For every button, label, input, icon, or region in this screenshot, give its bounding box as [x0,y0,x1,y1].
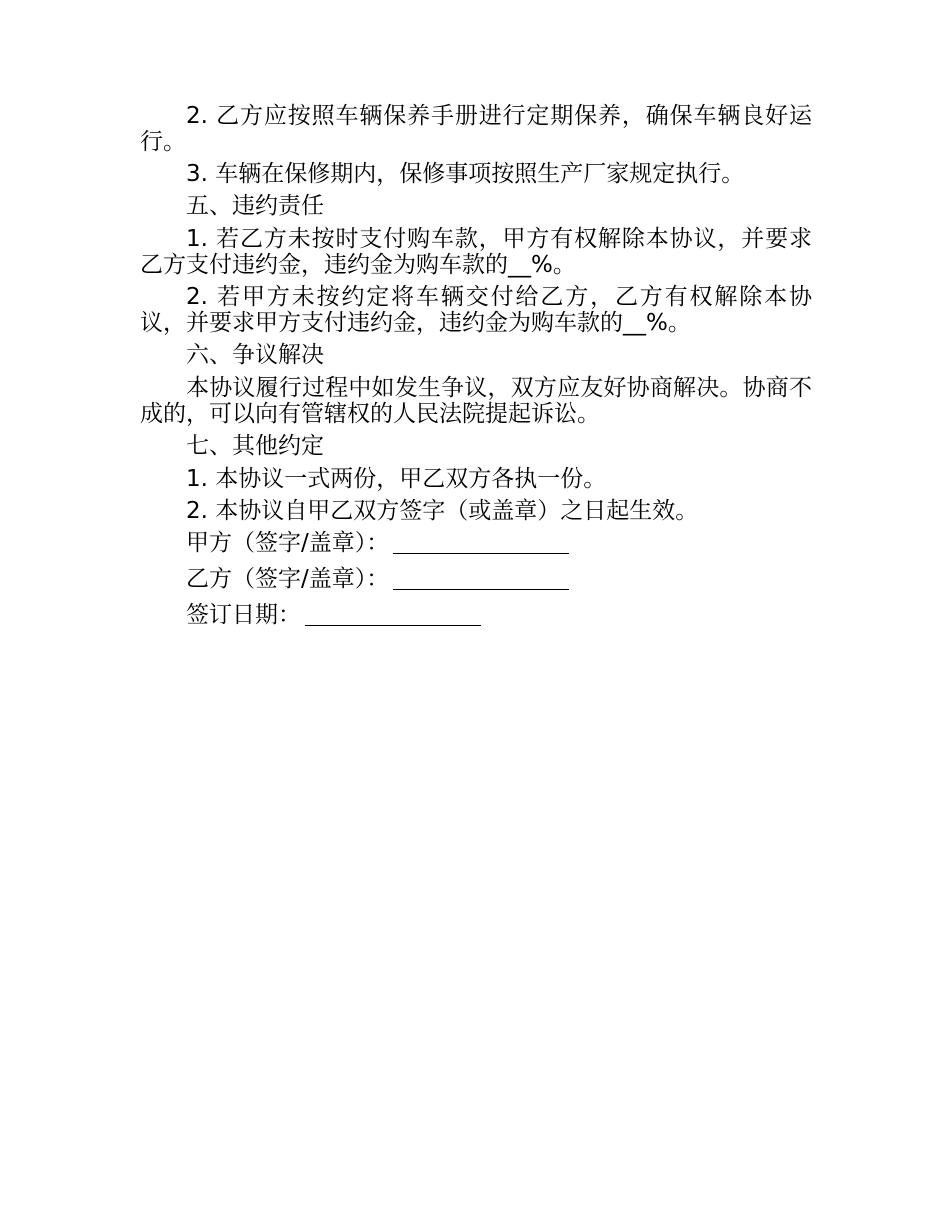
clause-list [140,103,812,524]
clause-5-1: 1. 若乙方未按时支付购车款，甲方有权解除本协议，并要求乙方支付违约金，违约金为购车款的__%。 [140,226,812,278]
document-body [140,103,812,638]
signing-date-line [140,602,812,628]
party-a-signature-blank [393,533,569,554]
section-5-heading: 五、违约责任 [186,193,324,219]
signing-date-label: 签订日期： [186,602,301,628]
signing-date-blank [305,605,481,626]
party-a-signature-label: 甲方（签字/盖章）： [186,530,390,556]
clause-4-3: 3. 车辆在保修期内，保修事项按照生产厂家规定执行。 [186,161,745,187]
clause-4-2: 2. 乙方应按照车辆保养手册进行定期保养，确保车辆良好运行。 [140,103,812,155]
clause-7-1: 1. 本协议一式两份，甲乙双方各执一份。 [186,466,607,492]
party-b-signature-blank [393,569,569,590]
section-7-heading: 七、其他约定 [186,433,324,459]
party-a-signature-line [140,530,812,556]
section-6-heading: 六、争议解决 [186,342,324,368]
clause-7-2: 2. 本协议自甲乙双方签字（或盖章）之日起生效。 [186,498,699,524]
clause-5-2: 2. 若甲方未按约定将车辆交付给乙方，乙方有权解除本协议，并要求甲方支付违约金，违约金为购车款的__%。 [140,284,812,336]
party-b-signature-label: 乙方（签字/盖章）： [186,566,390,592]
clause-6-body: 本协议履行过程中如发生争议，双方应友好协商解决。协商不成的，可以向有管辖权的人民法院提起诉讼。 [140,375,812,427]
party-b-signature-line [140,566,812,592]
